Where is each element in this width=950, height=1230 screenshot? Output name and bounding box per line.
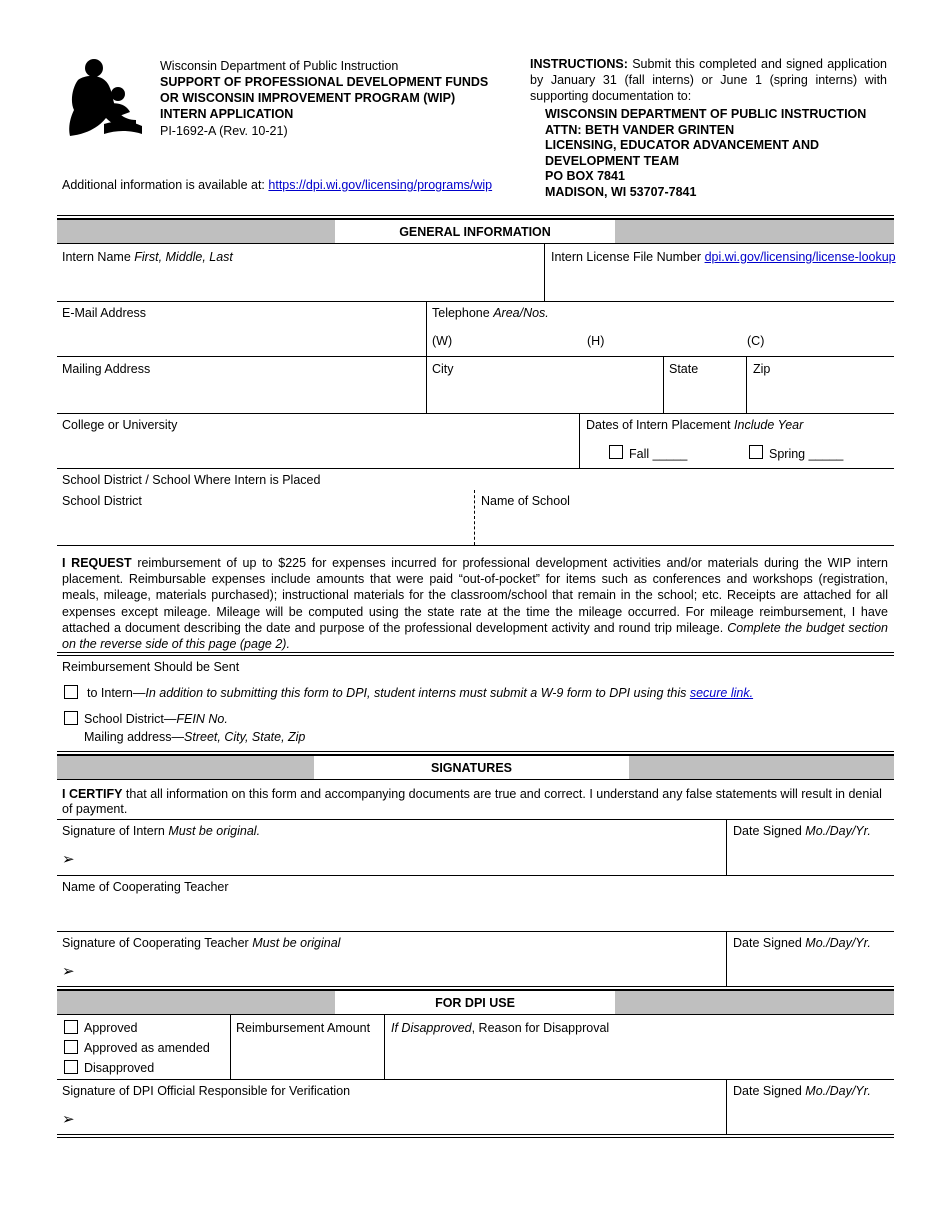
divider bbox=[57, 413, 894, 414]
divider bbox=[544, 244, 545, 301]
coop-teacher-name-input[interactable] bbox=[62, 898, 888, 926]
mailing-address-input[interactable] bbox=[62, 380, 418, 408]
school-placement-label: School District / School Where Intern is Placed bbox=[62, 473, 321, 487]
wip-program-link[interactable]: https://dpi.wi.gov/licensing/programs/wip bbox=[268, 178, 493, 192]
intern-sig-hint: Must be original. bbox=[168, 824, 261, 838]
phone-home-label: (H) bbox=[587, 334, 605, 348]
phone-work-input[interactable] bbox=[456, 330, 576, 350]
divider bbox=[57, 875, 894, 876]
arrow-icon: ➢ bbox=[62, 851, 75, 868]
spring-label: Spring _____ bbox=[769, 447, 844, 461]
city-label: City bbox=[432, 362, 454, 376]
coop-sig-text: Signature of Cooperating Teacher bbox=[62, 936, 249, 950]
divider bbox=[384, 1015, 385, 1079]
divider bbox=[726, 1079, 727, 1135]
divider bbox=[57, 931, 894, 932]
form-title-line3: INTERN APPLICATION bbox=[160, 107, 294, 121]
phone-home-input[interactable] bbox=[608, 330, 738, 350]
address-line: PO BOX 7841 bbox=[545, 169, 625, 183]
form-title-line2: OR WISCONSIN IMPROVEMENT PROGRAM (WIP) bbox=[160, 91, 456, 105]
mailing-hint: Street, City, State, Zip bbox=[184, 730, 306, 744]
fall-checkbox[interactable] bbox=[609, 445, 623, 459]
dates-label bbox=[586, 417, 803, 433]
telephone-text: Telephone bbox=[432, 306, 490, 320]
intern-prefix: to Intern— bbox=[87, 686, 146, 700]
intern-date-input[interactable] bbox=[733, 846, 889, 870]
dpi-official-signature-label: Signature of DPI Official Responsible for Verification bbox=[62, 1084, 351, 1098]
fall-label: Fall _____ bbox=[629, 447, 688, 461]
district-prefix: School District— bbox=[84, 712, 177, 726]
mailing-address-block bbox=[545, 107, 866, 200]
zip-label: Zip bbox=[753, 362, 771, 376]
divider bbox=[57, 1079, 894, 1080]
address-line: WISCONSIN DEPARTMENT OF PUBLIC INSTRUCTION bbox=[545, 107, 867, 121]
additional-info bbox=[62, 177, 492, 193]
reimburse-intern-label bbox=[87, 685, 753, 701]
dates-text: Dates of Intern Placement bbox=[586, 418, 731, 432]
disapproval-reason-label bbox=[391, 1020, 609, 1036]
address-line: DEVELOPMENT TEAM bbox=[545, 153, 680, 168]
email-label: E-Mail Address bbox=[62, 306, 147, 320]
divider bbox=[57, 545, 894, 546]
certify-text: that all information on this form and accompanying documents are true and correct. I understand any false statements will result in denial of payment. bbox=[62, 787, 882, 816]
intern-name-hint: First, Middle, Last bbox=[134, 250, 233, 264]
divider bbox=[474, 490, 475, 545]
dpi-logo bbox=[64, 58, 144, 140]
arrow-icon: ➢ bbox=[62, 1111, 75, 1128]
telephone-hint: Area/Nos. bbox=[493, 306, 549, 320]
approved-label: Approved bbox=[84, 1021, 138, 1035]
disapproved-checkbox[interactable] bbox=[64, 1060, 78, 1074]
phone-work-label: (W) bbox=[432, 334, 453, 348]
approved-amended-checkbox[interactable] bbox=[64, 1040, 78, 1054]
agency-name: Wisconsin Department of Public Instruction bbox=[160, 59, 399, 73]
dpi-official-signature-input[interactable] bbox=[82, 1106, 718, 1130]
additional-info-label: Additional information is available at: bbox=[62, 178, 265, 192]
general-info-title: GENERAL INFORMATION bbox=[335, 220, 615, 243]
secure-link[interactable]: secure link. bbox=[689, 686, 754, 700]
divider bbox=[57, 356, 894, 357]
signatures-title: SIGNATURES bbox=[314, 756, 629, 779]
divider bbox=[57, 468, 894, 469]
coop-signature-input[interactable] bbox=[82, 958, 718, 982]
coop-date-label bbox=[733, 935, 871, 951]
form-title-line1: SUPPORT OF PROFESSIONAL DEVELOPMENT FUNDS bbox=[160, 75, 489, 89]
reimbursement-amount-input[interactable] bbox=[236, 1040, 376, 1074]
school-district-input[interactable] bbox=[62, 512, 466, 540]
divider bbox=[426, 301, 427, 413]
district-mailing-label bbox=[84, 729, 305, 745]
zip-input[interactable] bbox=[753, 380, 889, 408]
form-number: PI-1692-A (Rev. 10-21) bbox=[160, 124, 288, 138]
address-line: MADISON, WI 53707-7841 bbox=[545, 184, 697, 199]
general-info-header bbox=[57, 218, 894, 244]
college-label: College or University bbox=[62, 418, 178, 432]
intern-name-input[interactable] bbox=[62, 268, 538, 296]
email-input[interactable] bbox=[62, 324, 418, 352]
instructions-label: INSTRUCTIONS: bbox=[530, 57, 628, 71]
license-text: Intern License File Number bbox=[551, 250, 702, 264]
date-hint: Mo./Day/Yr. bbox=[805, 1084, 871, 1098]
dates-hint: Include Year bbox=[734, 418, 804, 432]
intern-signature-input[interactable] bbox=[82, 846, 718, 870]
date-signed-text: Date Signed bbox=[733, 936, 802, 950]
divider bbox=[57, 652, 894, 656]
mailing-prefix: Mailing address— bbox=[84, 730, 185, 744]
license-number-input[interactable] bbox=[551, 268, 889, 296]
divider bbox=[663, 356, 664, 413]
college-input[interactable] bbox=[62, 436, 570, 464]
divider bbox=[726, 819, 727, 875]
state-label: State bbox=[669, 362, 699, 376]
district-hint: FEIN No. bbox=[176, 712, 228, 726]
license-label bbox=[551, 249, 896, 265]
instructions bbox=[530, 56, 887, 104]
reimburse-district-checkbox[interactable] bbox=[64, 711, 78, 725]
arrow-icon: ➢ bbox=[62, 963, 75, 980]
dpi-use-title: FOR DPI USE bbox=[335, 991, 615, 1014]
dpi-use-header bbox=[57, 989, 894, 1015]
instructions-text: Submit this completed and signed application by January 31 (fall interns) or June 1 (spring interns) with supporting documentation to: bbox=[530, 57, 887, 103]
reimburse-intern-checkbox[interactable] bbox=[64, 685, 78, 699]
reimbursement-amount-label: Reimbursement Amount bbox=[236, 1021, 371, 1035]
date-hint: Mo./Day/Yr. bbox=[805, 824, 871, 838]
divider bbox=[57, 301, 894, 302]
intern-date-label bbox=[733, 823, 871, 839]
intern-signature-label bbox=[62, 823, 260, 839]
city-input[interactable] bbox=[432, 380, 656, 408]
school-name-input[interactable] bbox=[481, 512, 889, 540]
approved-checkbox[interactable] bbox=[64, 1020, 78, 1034]
divider bbox=[57, 1134, 894, 1138]
reimburse-district-label bbox=[84, 711, 228, 727]
disapproved-label: Disapproved bbox=[84, 1061, 155, 1075]
license-lookup-link[interactable]: dpi.wi.gov/licensing/license-lookup bbox=[704, 250, 896, 264]
certify-paragraph bbox=[62, 787, 888, 817]
request-tail: Complete the budget section on the reverse side of this page (page 2). bbox=[62, 620, 888, 652]
divider bbox=[579, 413, 580, 468]
address-line: LICENSING, EDUCATOR ADVANCEMENT AND bbox=[545, 138, 820, 152]
intern-text: In addition to submitting this form to DPI, student interns must submit a W-9 form to DPI using this bbox=[145, 686, 687, 700]
dpi-date-input[interactable] bbox=[733, 1106, 889, 1130]
fein-input[interactable] bbox=[236, 709, 536, 727]
coop-sig-hint: Must be original bbox=[252, 936, 341, 950]
divider bbox=[726, 931, 727, 987]
reimbursement-label: Reimbursement Should be Sent bbox=[62, 660, 240, 674]
school-district-label: School District bbox=[62, 494, 142, 508]
intern-name-text: Intern Name bbox=[62, 250, 131, 264]
intern-name-label bbox=[62, 249, 233, 265]
disapproval-reason-input[interactable] bbox=[391, 1040, 889, 1074]
district-mailing-input[interactable] bbox=[310, 727, 880, 745]
reason-text: , Reason for Disapproval bbox=[471, 1021, 610, 1035]
phone-cell-label: (C) bbox=[747, 334, 765, 348]
phone-cell-input[interactable] bbox=[768, 330, 888, 350]
request-paragraph bbox=[62, 555, 888, 652]
approved-amended-label: Approved as amended bbox=[84, 1041, 210, 1055]
date-signed-text: Date Signed bbox=[733, 824, 802, 838]
signatures-header bbox=[57, 754, 894, 780]
divider bbox=[57, 819, 894, 820]
date-hint: Mo./Day/Yr. bbox=[805, 936, 871, 950]
request-text: reimbursement of up to $225 for expenses incurred for professional development activities and/or materials during the WIP intern placement. Reimbursable expenses include amounts that were paid “out-of-pocket” for items such as conferences and workshops (registration, meals, mileage, materials purchased); instructional materials for the classroom/school that remain in the school; etc. Receipts are attached for all expenses except mileage. Mileage will be computed using the state rate at the time the mileage occurred. For mileage reimbursement, I have attached a document describing the date and purpose of the professional development activity and round trip mileage. bbox=[62, 556, 888, 635]
address-line: ATTN: BETH VANDER GRINTEN bbox=[545, 122, 735, 137]
divider bbox=[746, 356, 747, 413]
state-input[interactable] bbox=[669, 380, 741, 408]
request-lead: I REQUEST bbox=[62, 556, 132, 570]
date-signed-text: Date Signed bbox=[733, 1084, 802, 1098]
reason-hint: If Disapproved bbox=[391, 1021, 472, 1035]
school-name-label: Name of School bbox=[481, 494, 570, 508]
telephone-label bbox=[432, 305, 549, 321]
certify-lead: I CERTIFY bbox=[62, 787, 123, 801]
divider bbox=[230, 1015, 231, 1079]
coop-signature-label bbox=[62, 935, 340, 951]
dpi-date-label bbox=[733, 1083, 871, 1099]
coop-teacher-name-label: Name of Cooperating Teacher bbox=[62, 880, 229, 894]
coop-date-input[interactable] bbox=[733, 958, 889, 982]
mailing-address-label: Mailing Address bbox=[62, 362, 151, 376]
intern-sig-text: Signature of Intern bbox=[62, 824, 165, 838]
spring-checkbox[interactable] bbox=[749, 445, 763, 459]
